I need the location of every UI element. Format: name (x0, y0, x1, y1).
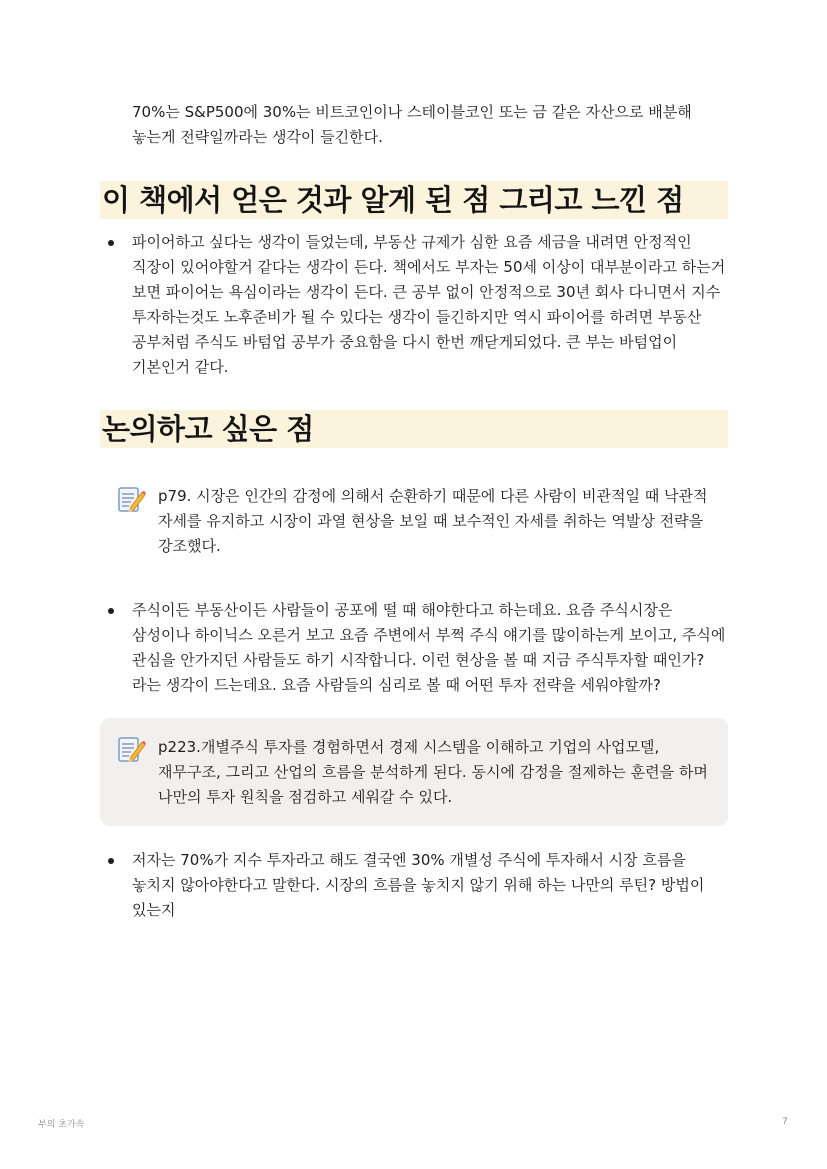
section-heading-discussion (100, 410, 728, 448)
callout-text: p223.개별주식 투자를 경험하면서 경제 시스템을 이해하고 기업의 사업모델, 재무구조, 그리고 산업의 흐름을 분석하게 된다. 동시에 감정을 절제하는 훈련을 하며 나만의 투자 원칙을 점검하고 세워갈 수 있다. (158, 738, 708, 806)
intro-paragraph: 70%는 S&P500에 30%는 비트코인이나 스테이블코인 또는 금 같은 자산으로 배분해 놓는게 전략일까라는 생각이 들긴한다. (132, 103, 692, 146)
callout-quote-p79 (100, 484, 728, 562)
list-item-text: 파이어하고 싶다는 생각이 들었는데, 부동산 규제가 심한 요즘 세금을 내려면 안정적인 직장이 있어야할거 같다는 생각이 든다. 책에서도 부자는 50세 이상이 대부분이라고 하는거 보면 파이어는 욕심이라는 생각이 든다. 큰 공부 없이 안정적으로 30년 회사 다니면서 지수 투자하는것도 노후준비가 될 수 있다는 생각이 들긴하지만 역시 파이어를 하려면 부동산 공부처럼 주식도 바텀업 공부가 중요함을 다시 한번 깨닫게되었다. 큰 부는 바텀업이 기본인거 같다. (132, 233, 726, 376)
footer-book-title: 부의 초가속 (38, 1120, 85, 1130)
section-heading-takeaways (100, 181, 728, 219)
section-heading-text: 이 책에서 얻은 것과 알게 된 점 그리고 느낀 점 (102, 183, 684, 217)
bullet-icon (108, 608, 114, 614)
bullet-icon (108, 240, 114, 246)
list-item-text: 주식이든 부동산이든 사람들이 공포에 떨 때 해야한다고 하는데요. 요즘 주식시장은 삼성이나 하이닉스 오른거 보고 요즘 주변에서 부쩍 주식 얘기를 많이하는게 보이고, 주식에 관심을 안가지던 사람들도 하기 시작합니다. 이런 현상을 볼 때 지금 주식투자할 때인가?라는 생각이 드는데요. 요즘 사람들의 심리로 볼 때 어떤 투자 전략을 세워야할까? (132, 601, 726, 694)
memo-icon (116, 484, 146, 514)
callout-quote-p223 (100, 718, 728, 826)
memo-icon (116, 734, 146, 764)
callout-text: p79. 시장은 인간의 감정에 의해서 순환하기 때문에 다른 사람이 비관적일 때 낙관적 자세를 유지하고 시장이 과열 현상을 보일 때 보수적인 자세를 취하는 역발상 전략을 강조했다. (158, 487, 708, 555)
list-item-text: 저자는 70%가 지수 투자라고 해도 결국엔 30% 개별성 주식에 투자해서 시장 흐름을 놓치지 않아야한다고 말한다. 시장의 흐름을 놓치지 않기 위해 하는 나만의 루틴? 방법이 있는지 (132, 851, 705, 919)
footer-page-number: 7 (782, 1117, 788, 1127)
bullet-icon (108, 858, 114, 864)
section-heading-text: 논의하고 싶은 점 (102, 412, 314, 446)
